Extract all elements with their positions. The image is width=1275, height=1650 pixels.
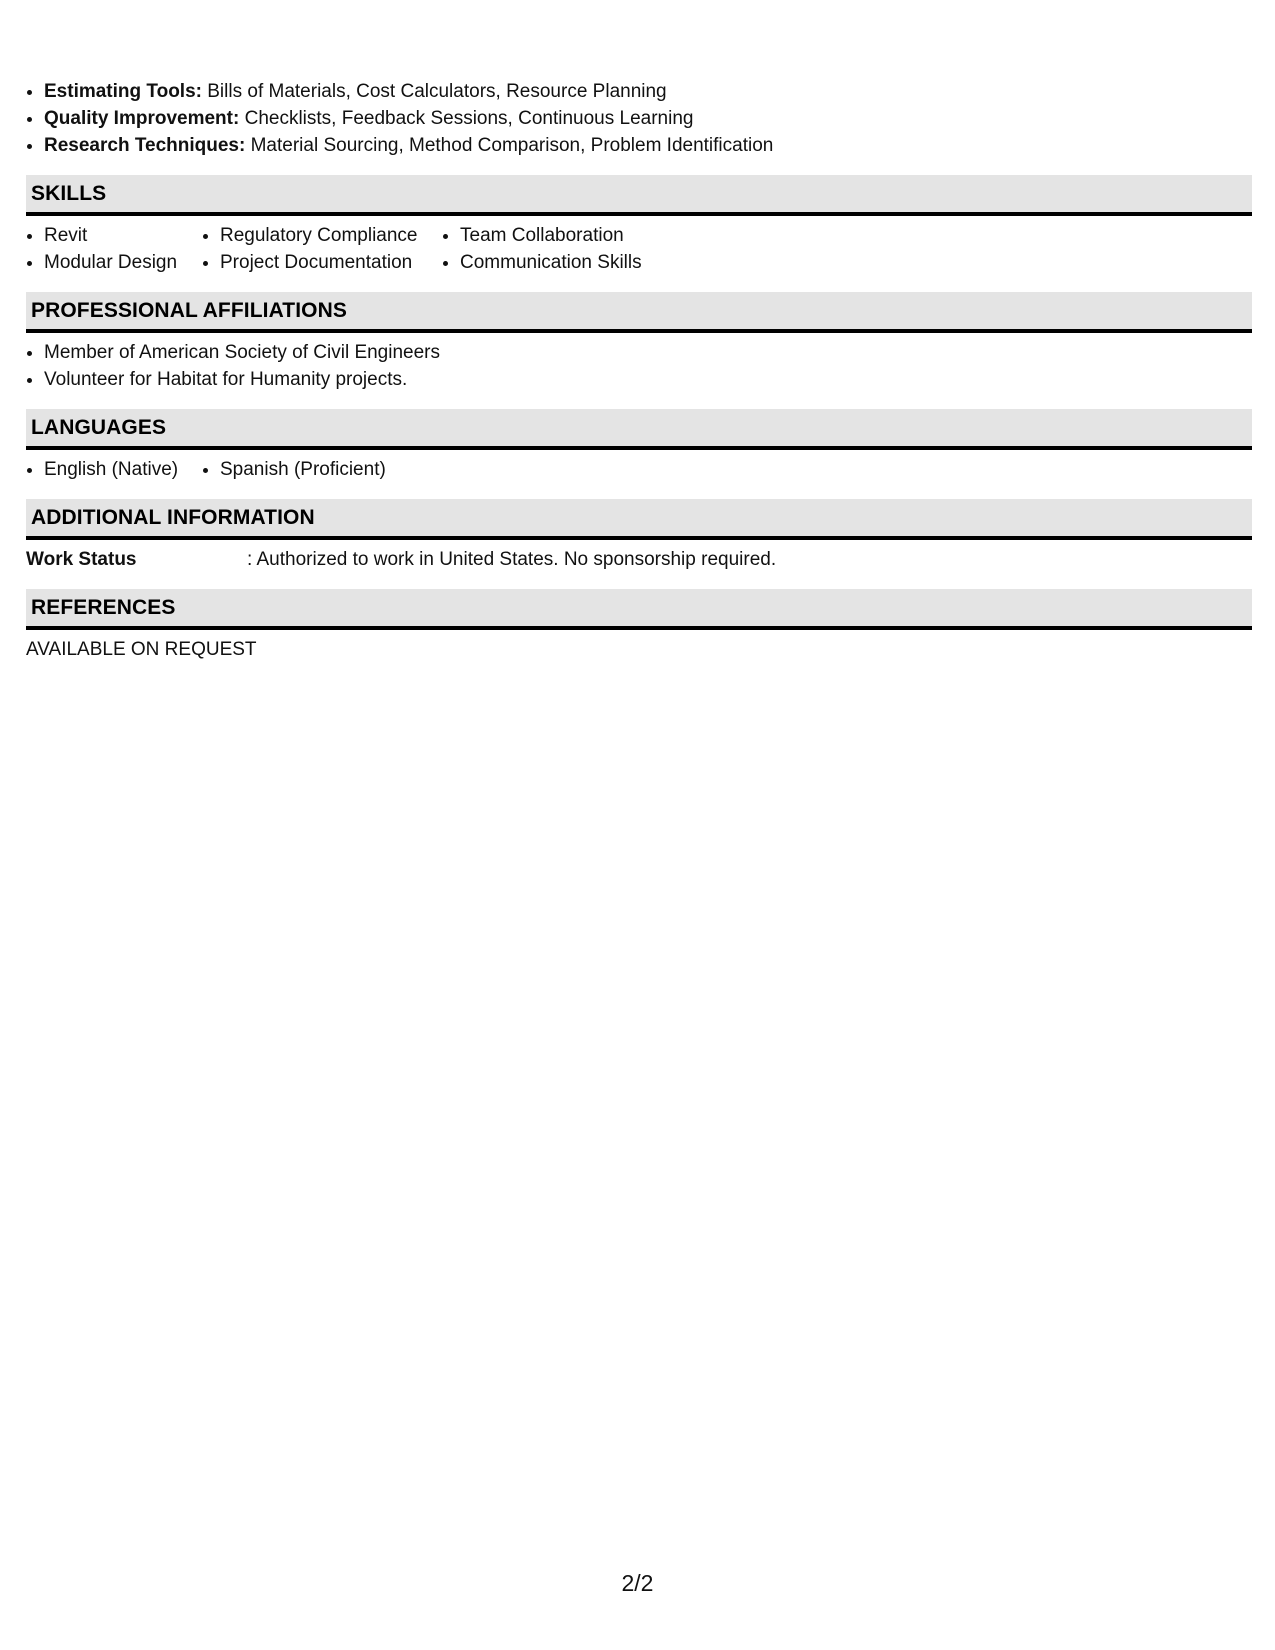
language-column [26,456,202,483]
skills-column [202,222,442,276]
skill-item: • Modular Design [44,249,202,276]
section-title: PROFESSIONAL AFFILIATIONS [31,299,347,322]
list-item [44,78,1252,105]
list-item-text: Bills of Materials, Cost Calculators, Resource Planning [201,81,667,102]
list-item [44,105,1252,132]
list-item-label: Estimating Tools: [44,81,202,102]
work-status-row [26,546,1252,573]
language-column [202,456,386,483]
language-item: • English (Native) [44,456,202,483]
resume-page [26,78,1252,663]
skill-item: • Communication Skills [460,249,680,276]
language-item: • Spanish (Proficient) [220,456,386,483]
references-section-header [26,589,1252,630]
skill-item: • Revit [44,222,202,249]
skills-grid [26,222,1252,276]
affiliation-item: • Volunteer for Habitat for Humanity projects. [44,366,1252,393]
skills-column [26,222,202,276]
list-item-text: Checklists, Feedback Sessions, Continuous Learning [239,108,694,129]
work-status-label: Work Status [26,549,137,570]
list-item-text: Material Sourcing, Method Comparison, Problem Identification [245,135,774,156]
skills-section-header [26,175,1252,216]
section-title: SKILLS [31,182,107,205]
languages-list [26,456,1252,483]
affiliations-list [26,339,1252,393]
section-title: LANGUAGES [31,416,167,439]
additional-info-section-header [26,499,1252,540]
top-skill-list [26,78,1252,159]
skill-item: • Team Collaboration [460,222,680,249]
skills-column [442,222,680,276]
page-number: 2/2 [621,1570,654,1596]
list-item-label: Research Techniques: [44,135,246,156]
skill-item: • Project Documentation [220,249,442,276]
affiliations-section-header [26,292,1252,333]
list-item-label: Quality Improvement: [44,108,240,129]
languages-section-header [26,409,1252,450]
section-title: REFERENCES [31,596,176,619]
affiliation-item: • Member of American Society of Civil Engineers [44,339,1252,366]
list-item [44,132,1252,159]
skill-item: • Regulatory Compliance [220,222,442,249]
section-title: ADDITIONAL INFORMATION [31,506,315,529]
work-status-value: : Authorized to work in United States. No sponsorship required. [247,549,777,570]
references-text: AVAILABLE ON REQUEST [26,639,257,660]
